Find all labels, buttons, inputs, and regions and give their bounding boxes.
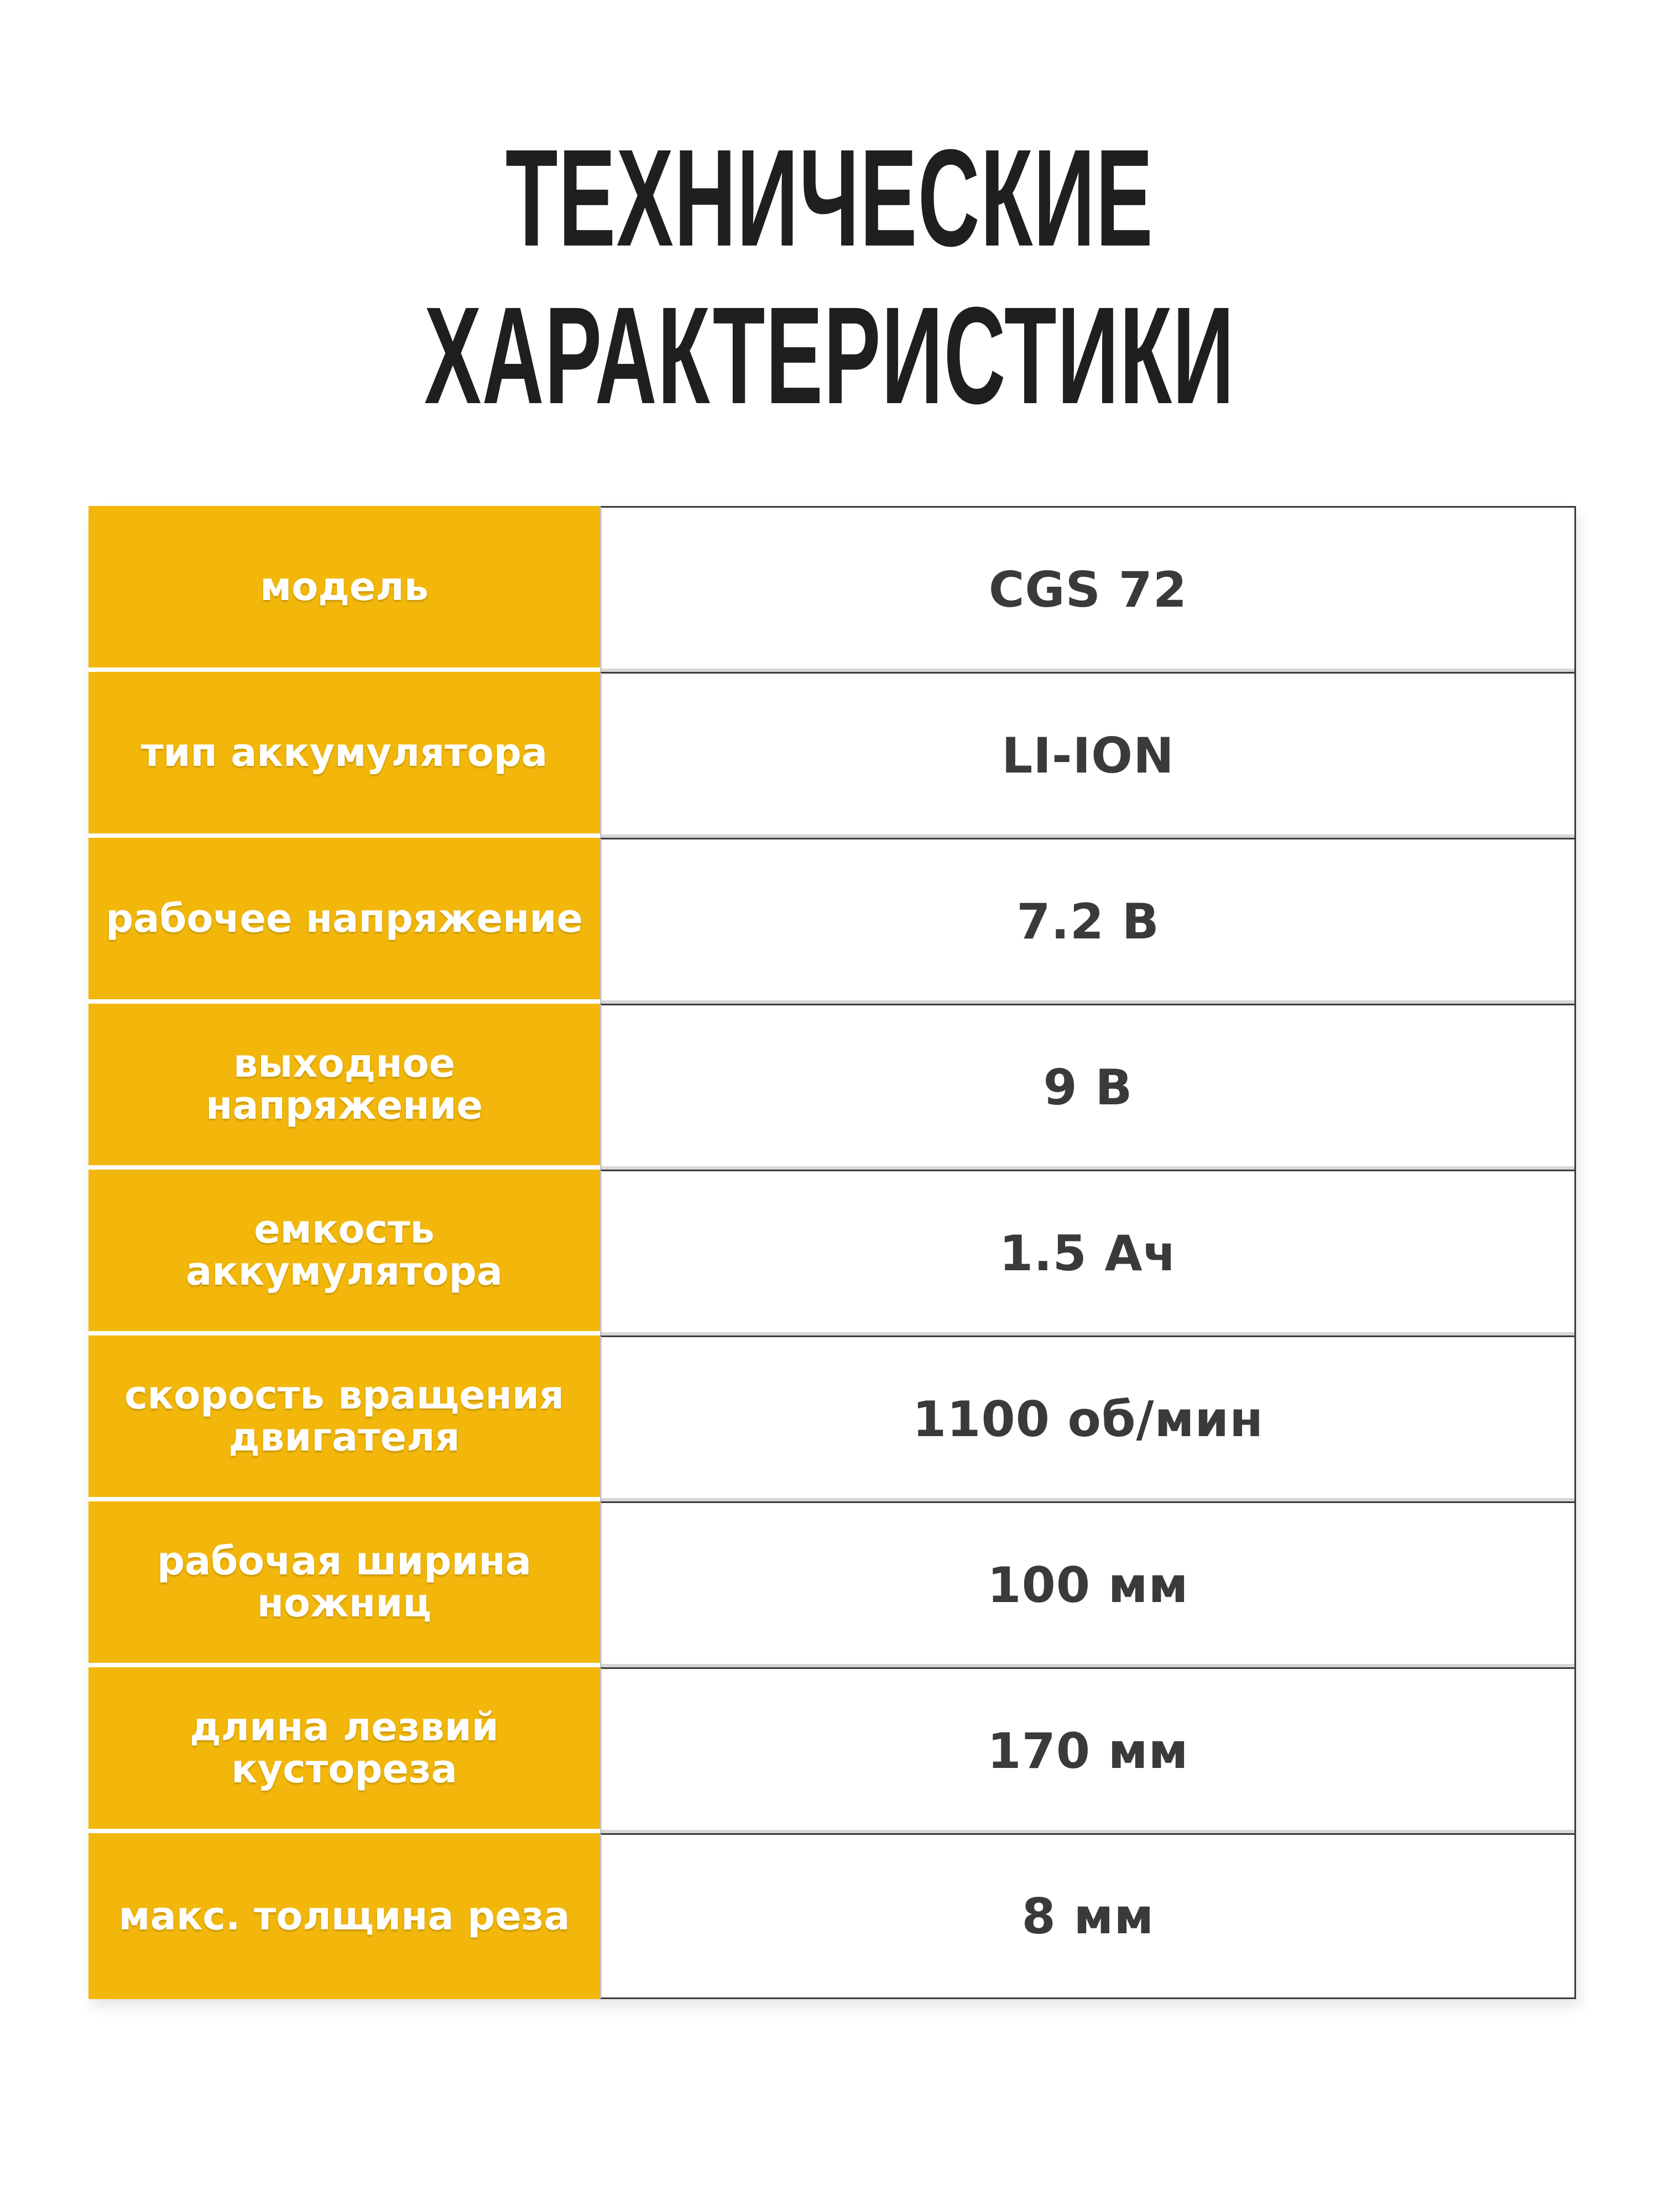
spec-row-max-cut-thickness (88, 1833, 1576, 1999)
spec-row-blade-length (88, 1667, 1576, 1833)
spec-label: скорость вращения двигателя (88, 1335, 600, 1501)
page-title-line-2: ХАРАКТЕРИСТИКИ (424, 278, 1235, 432)
spec-value: 9 В (600, 1004, 1576, 1170)
page-title-line-1: ТЕХНИЧЕСКИЕ (505, 121, 1154, 275)
spec-row-operating-voltage (88, 838, 1576, 1004)
spec-label: рабочее напряжение (88, 838, 600, 1004)
spec-value: 1100 об/мин (600, 1335, 1576, 1501)
spec-label: тип аккумулятора (88, 672, 600, 838)
spec-label: рабочая ширина ножниц (88, 1501, 600, 1667)
spec-label: емкость аккумулятора (88, 1170, 600, 1335)
spec-value: 1.5 Ач (600, 1170, 1576, 1335)
spec-row-model (88, 506, 1576, 672)
spec-value: 8 мм (600, 1833, 1576, 1999)
spec-label: выходное напряжение (88, 1004, 600, 1170)
page-title (315, 119, 1344, 434)
spec-row-battery-capacity (88, 1170, 1576, 1335)
spec-row-battery-type (88, 672, 1576, 838)
spec-value: CGS 72 (600, 506, 1576, 672)
spec-row-motor-speed (88, 1335, 1576, 1501)
spec-value: 100 мм (600, 1501, 1576, 1667)
spec-label: модель (88, 506, 600, 672)
specs-table (88, 506, 1576, 1999)
spec-row-output-voltage (88, 1004, 1576, 1170)
spec-row-shears-width (88, 1501, 1576, 1667)
spec-value: LI-ION (600, 672, 1576, 838)
spec-label: длина лезвий кустореза (88, 1667, 600, 1833)
spec-value: 7.2 В (600, 838, 1576, 1004)
spec-label: макс. толщина реза (88, 1833, 600, 1999)
spec-value: 170 мм (600, 1667, 1576, 1833)
